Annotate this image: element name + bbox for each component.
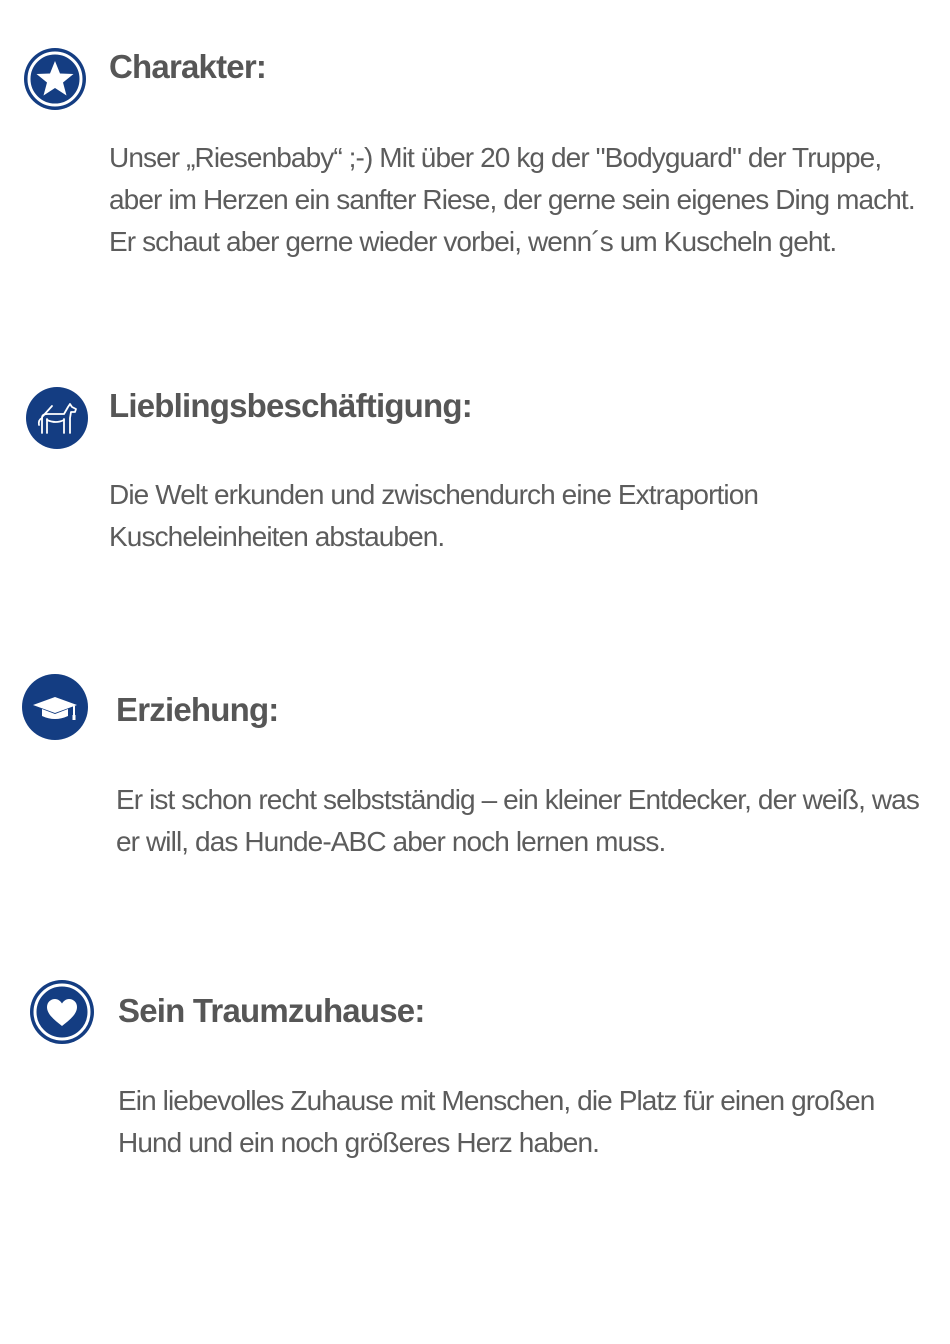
star-icon: [24, 48, 86, 110]
section-text-traumzuhause: Ein liebevolles Zuhause mit Menschen, die Platz für einen großen Hund und ein noch größeres Herz haben.: [118, 1085, 875, 1158]
section-heading-traumzuhause: Sein Traumzuhause:: [118, 992, 425, 1029]
section-heading-erziehung: Erziehung:: [116, 691, 279, 728]
section-heading-charakter: Charakter:: [109, 48, 267, 85]
dog-on-leash-icon: [26, 387, 88, 449]
heart-icon: [30, 980, 94, 1044]
graduation-cap-icon: [22, 674, 88, 740]
section-text-lieblingsbeschaeftigung: Die Welt erkunden und zwischendurch eine Extraportion Kuscheleinheiten abstauben.: [109, 479, 759, 552]
section-text-charakter: Unser „Riesenbaby“ ;-) Mit über 20 kg der "Bodyguard" der Truppe, aber im Herzen ein sanfter Riese, der gerne sein eigenes Ding macht. Er schaut aber gerne wieder vorbei, wenn´s um Kuscheln geht.: [109, 142, 915, 257]
section-text-erziehung: Er ist schon recht selbstständig – ein kleiner Entdecker, der weiß, was er will, das Hunde-ABC aber noch lernen muss.: [116, 784, 919, 857]
section-heading-lieblingsbeschaeftigung: Lieblingsbeschäftigung:: [109, 387, 472, 424]
